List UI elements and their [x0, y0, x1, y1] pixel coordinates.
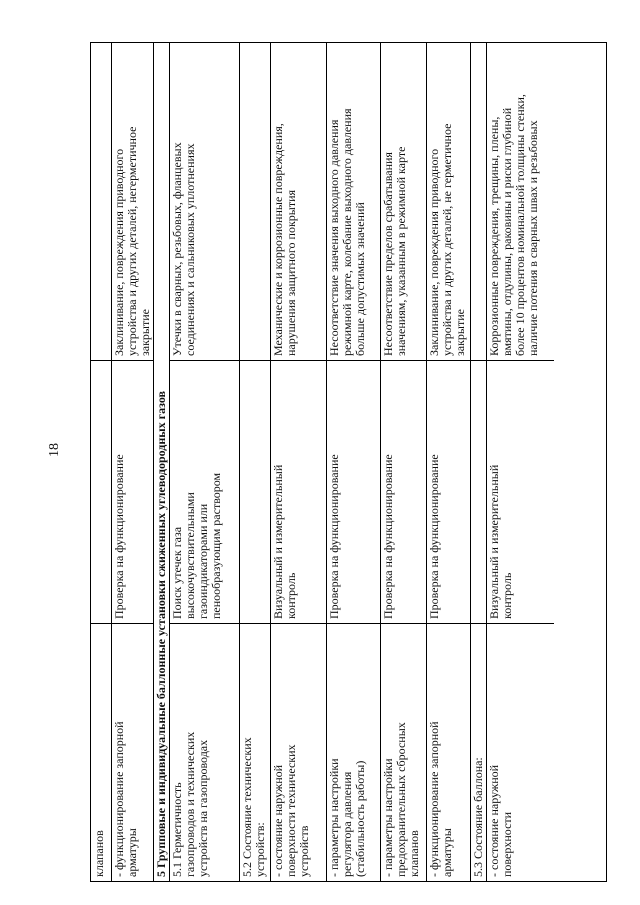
table-cell-c1	[169, 623, 239, 881]
page-number: 18	[47, 443, 62, 457]
cell-text-line: Визуальный и измерительный	[487, 464, 501, 619]
table-cell-c3	[486, 43, 554, 360]
cell-text-line: соединениях и сальниковых уплотнениях	[183, 143, 197, 356]
cell-text-line: - состояние наружной	[487, 764, 501, 877]
table-cell-c2	[470, 360, 486, 623]
table-cell-c2	[91, 360, 111, 623]
table-cell-c1	[470, 623, 486, 881]
cell-text-line: вмятины, отдулины, раковины и риски глубиной	[500, 107, 514, 356]
cell-text-line: закрытие	[453, 309, 467, 356]
cell-text-line: Проверка на функционирование	[327, 454, 341, 619]
table-cell-c1	[380, 623, 426, 881]
table-cell-c1	[239, 623, 270, 881]
cell-text-line: Проверка на функционирование	[112, 454, 126, 619]
table-row-zapornoy-armatury-2	[426, 43, 471, 881]
cell-text-line: Механические и коррозионные повреждения,	[271, 123, 285, 356]
cell-text-line: арматуры	[440, 828, 454, 877]
table-cell-c2	[380, 360, 426, 623]
cell-text-line: - функционирование запорной	[112, 721, 126, 877]
cell-text-line: регулятора давления	[340, 771, 354, 877]
cell-text-line: (стабильность работы)	[353, 760, 367, 877]
cell-text-line: закрытие	[138, 309, 152, 356]
cell-text-line: более 10 процентов номинальной толщины стенки,	[513, 94, 527, 356]
table-cell-c3	[91, 43, 111, 360]
cell-text-line: больше допустимых значений	[353, 202, 367, 356]
section-header	[153, 43, 169, 881]
cell-text-line: устройств:	[253, 822, 267, 877]
cell-text-line: Поиск утечек газа	[170, 526, 184, 619]
cell-text-line: Коррозионные повреждения, трещины, плены,	[487, 116, 501, 356]
table-cell-c3	[169, 43, 239, 360]
cell-text-line: высокочувствительными	[183, 492, 197, 619]
table-row-klapanov	[91, 43, 112, 881]
cell-text-line: клапанов	[92, 830, 106, 877]
cell-text-line: газоиндикаторами или	[196, 503, 210, 619]
cell-text-line: - функционирование запорной	[427, 721, 441, 877]
table-cell-c2	[486, 360, 554, 623]
table-cell-c1	[486, 623, 554, 881]
table-cell-c3	[426, 43, 470, 360]
cell-text-line: 5.3 Состояние баллона:	[471, 757, 485, 877]
cell-text-line: Визуальный и измерительный	[271, 464, 285, 619]
cell-text-line: устройств	[297, 825, 311, 877]
cell-text-line: Утечки в сварных, резьбовых, фланцевых	[170, 142, 184, 356]
table-cell-c3	[111, 43, 153, 360]
table-cell-c3	[380, 43, 426, 360]
table-cell-c2	[169, 360, 239, 623]
table-row-section-5-header	[153, 43, 170, 881]
cell-text-line: арматуры	[125, 828, 139, 877]
table-cell-c3	[239, 43, 270, 360]
table-row-ballon-poverhnost	[486, 43, 554, 881]
table-cell-c2	[111, 360, 153, 623]
cell-text-line: Несоответствие пределов срабатывания	[381, 152, 395, 356]
table-cell-c2	[270, 360, 326, 623]
table-cell-c3	[270, 43, 326, 360]
cell-text-line: 5.2 Состояние технических	[240, 737, 254, 877]
cell-text-line: наличие потения в сварных швах и резьбовых	[526, 120, 540, 356]
table-cell-c3	[470, 43, 486, 360]
table-cell-c1	[426, 623, 470, 881]
table-row-zapornoy-armatury	[111, 43, 154, 881]
cell-text-line: - параметры настройки	[327, 758, 341, 877]
cell-text-line: значениям, указанным в режимной карте	[394, 146, 408, 356]
cell-text-line: устройства и других деталей, не герметичное	[440, 123, 454, 356]
table-cell-c2	[426, 360, 470, 623]
table-cell-c1	[326, 623, 380, 881]
table-row-sbrosnyh-klapanov	[380, 43, 427, 881]
cell-text-line: поверхности	[500, 811, 514, 877]
cell-text-line: устройства и других деталей, негерметичное	[125, 126, 139, 356]
cell-text-line: предохранительных сбросных	[394, 722, 408, 877]
cell-text-line: газопроводов и технических	[183, 731, 197, 877]
table-cell-c1	[91, 623, 111, 881]
table-row-sostoyanie-ballona	[470, 43, 487, 881]
cell-text-line: - параметры настройки	[381, 758, 395, 877]
cell-text-line: 5.1 Герметичность	[170, 782, 184, 877]
cell-text-line: поверхности технических	[284, 744, 298, 877]
table-row-germetichnost	[169, 43, 240, 881]
cell-text-line: нарушения защитного покрытия	[284, 189, 298, 356]
table-cell-c2	[326, 360, 380, 623]
inspection-table	[90, 42, 607, 882]
cell-text-line: устройств на газопроводах	[196, 739, 210, 877]
cell-text-line: контроль	[284, 572, 298, 619]
cell-text-line: Заклинивание, повреждения приводного	[427, 148, 441, 356]
table-cell-c1	[270, 623, 326, 881]
table-row-regulyatora	[326, 43, 381, 881]
table-cell-c3	[326, 43, 380, 360]
table-cell-c1	[111, 623, 153, 881]
section-header-text: 5 Групповые и индивидуальные баллонные установки сжиженных углеводородных газов	[154, 390, 168, 877]
cell-text-line: Проверка на функционирование	[427, 454, 441, 619]
cell-text-line: Несоответствие значения выходного давления	[327, 119, 341, 356]
cell-text-line: пенообразующим раствором	[209, 472, 223, 619]
table-row-naruzhnoy-poverhnosti	[270, 43, 327, 881]
cell-text-line: Проверка на функционирование	[381, 454, 395, 619]
page-canvas	[90, 42, 607, 882]
cell-text-line: контроль	[500, 572, 514, 619]
table-cell-c2	[239, 360, 270, 623]
cell-text-line: - состояние наружной	[271, 764, 285, 877]
cell-text-line: Заклинивание, повреждения приводного	[112, 148, 126, 356]
cell-text-line: режимной карте, колебание выходного давления	[340, 108, 354, 356]
table-row-sostoyanie-tekh	[239, 43, 271, 881]
cell-text-line: клапанов	[407, 830, 421, 877]
